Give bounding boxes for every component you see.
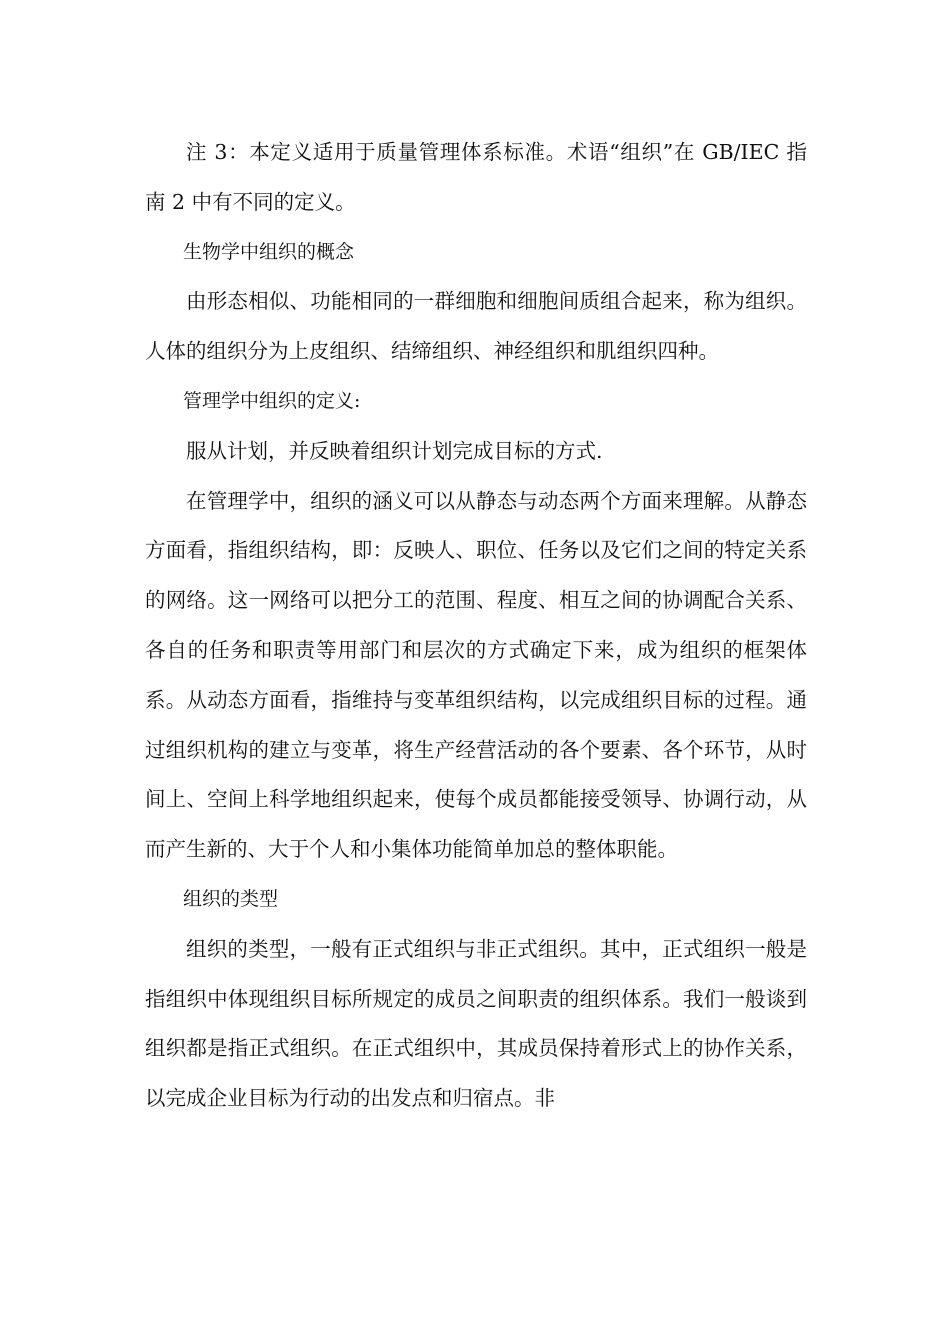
management-section-heading: 管理学中组织的定义:	[183, 389, 361, 412]
management-definition-paragraph: 服从计划，并反映着组织计划完成目标的方式.	[186, 438, 603, 463]
types-section-heading: 组织的类型	[183, 887, 279, 910]
biology-section-heading: 生物学中组织的概念	[183, 240, 355, 263]
types-description-paragraph: 组织的类型，一般有正式组织与非正式组织。其中，正式组织一般是指组织中体现组织目标所规定的成员之间职责的组织体系。我们一般谈到组织都是指正式组织。在正式组织中，其成员保持着形式上的协作关系，以完成企业目标为行动的出发点和归宿点。非	[145, 936, 807, 1111]
note-paragraph: 注 3：本定义适用于质量管理体系标准。术语“组织”在 GB/IEC 指南 2 中有不同的定义。	[145, 140, 807, 214]
document-body	[145, 128, 807, 1124]
management-explanation-paragraph: 在管理学中，组织的涵义可以从静态与动态两个方面来理解。从静态方面看，指组织结构，即：反映人、职位、任务以及它们之间的特定关系的网络。这一网络可以把分工的范围、程度、相互之间的协调配合关系、各自的任务和职责等用部门和层次的方式确定下来，成为组织的框架体系。从动态方面看，指维持与变革组织结构，以完成组织目标的过程。通过组织机构的建立与变革，将生产经营活动的各个要素、各个环节，从时间上、空间上科学地组织起来，使每个成员都能接受领导、协调行动，从而产生新的、大于个人和小集体功能简单加总的整体职能。	[145, 488, 807, 862]
biology-definition-paragraph: 由形态相似、功能相同的一群细胞和细胞间质组合起来，称为组织。人体的组织分为上皮组织、结缔组织、神经组织和肌组织四种。	[145, 289, 807, 364]
